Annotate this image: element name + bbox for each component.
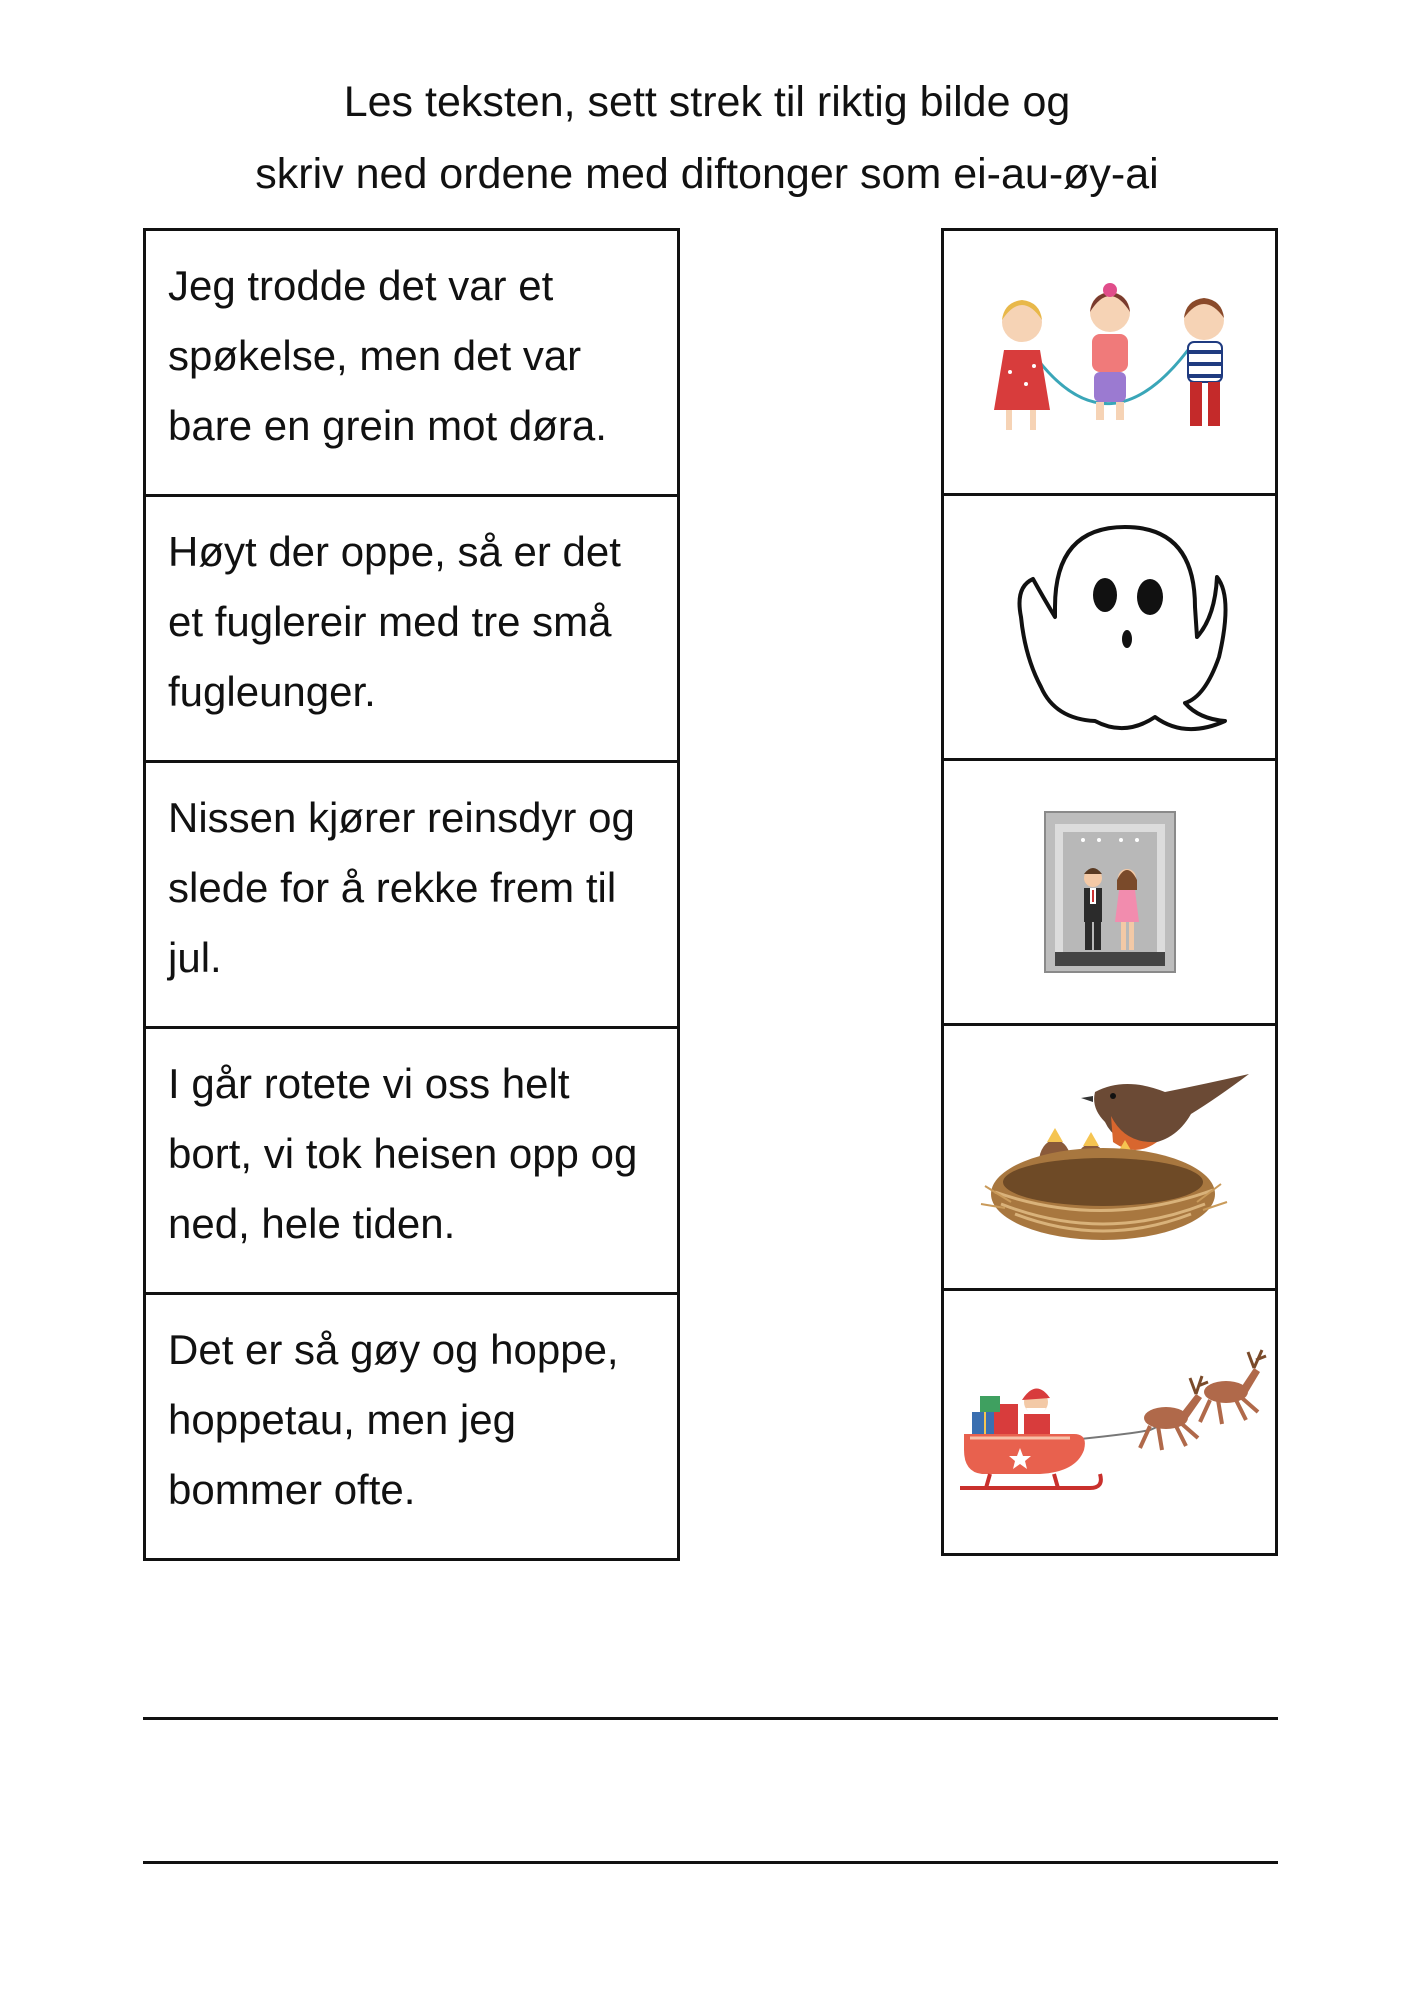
picture-cell-5[interactable] — [944, 1291, 1275, 1553]
title-line-1: Les teksten, sett strek til riktig bilde og — [343, 78, 1071, 126]
sentence-cell-4[interactable]: I går rotete vi oss helt bort, vi tok heisen opp og ned, hele tiden. — [146, 1029, 677, 1295]
picture-cell-3[interactable] — [944, 761, 1275, 1026]
sentence-cell-5[interactable]: Det er så gøy og hoppe, hoppetau, men jeg bommer ofte. — [168, 1326, 619, 1513]
answer-line-2[interactable] — [143, 1861, 1278, 1864]
elevator-icon — [1043, 810, 1177, 974]
sentence-cell-2[interactable]: Høyt der oppe, så er det et fuglereir med tre små fugleunger. — [146, 497, 677, 763]
sentence-cell-3[interactable]: Nissen kjører reinsdyr og slede for å rekke frem til jul. — [146, 763, 677, 1029]
ghost-icon — [985, 507, 1235, 747]
sentence-cell-1[interactable]: Jeg trodde det var et spøkelse, men det var bare en grein mot døra. — [146, 231, 677, 497]
picture-cell-1[interactable] — [944, 231, 1275, 496]
answer-line-1[interactable] — [143, 1717, 1278, 1720]
worksheet-title — [0, 66, 1414, 210]
santa-sleigh-icon — [950, 1322, 1270, 1522]
picture-table — [941, 228, 1278, 1556]
sentence-table — [143, 228, 680, 1561]
bird-nest-icon — [965, 1062, 1255, 1252]
children-jump-rope-icon — [960, 272, 1260, 452]
picture-cell-2[interactable] — [944, 496, 1275, 761]
title-line-2: skriv ned ordene med diftonger som ei-au-øy-ai — [255, 150, 1159, 198]
picture-cell-4[interactable] — [944, 1026, 1275, 1291]
